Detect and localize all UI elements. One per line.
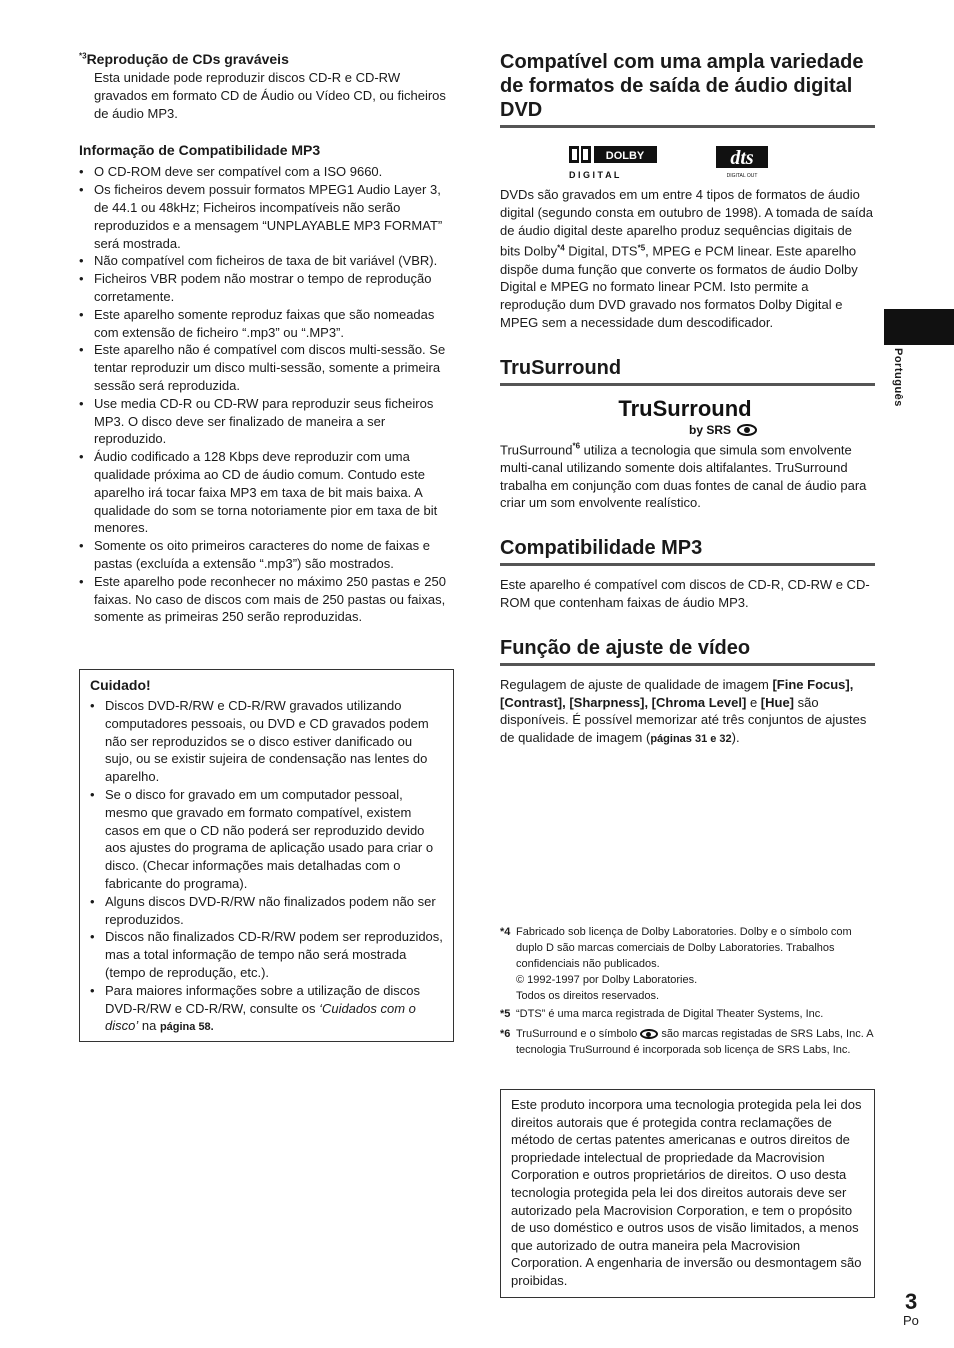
footnote-marker: *4 xyxy=(557,243,565,253)
trusurround-logo xyxy=(500,394,875,438)
caution-text: na xyxy=(138,1018,160,1034)
page-number: 3 xyxy=(905,1289,918,1314)
page-language-code: Po xyxy=(903,1313,919,1328)
page-reference: página 58. xyxy=(159,1021,214,1034)
caution-title: Cuidado! xyxy=(90,677,151,693)
language-label: Português xyxy=(892,348,904,407)
dvd-audio-heading: Compatível com uma ampla variedade de formatos de saída de áudio digital DVD xyxy=(500,50,875,128)
list-item: • Somente os oito primeiros caracteres do nome de faixas e pastas (excluída a extensão “.mp3”) são mostrados. xyxy=(79,537,453,573)
dvd-audio-text xyxy=(500,186,875,332)
list-item: • Este aparelho não é compatível com discos multi-sessão. Se tentar reproduzir um disco multi-sessão, somente a primeira sessão será reproduzida. xyxy=(79,341,453,394)
left-column xyxy=(79,50,453,626)
footnote-marker: *5 xyxy=(500,1008,511,1020)
list-item xyxy=(90,982,443,1037)
list-item: • Alguns discos DVD-R/RW não finalizados podem não ser reproduzidos. xyxy=(90,893,443,929)
footnote-marker: *6 xyxy=(572,441,581,451)
footnote-6 xyxy=(500,1026,875,1058)
dolby-text: DOLBY xyxy=(605,150,645,162)
dvd-text-part: DVDs são gravados em um entre 4 tipos de formatos de áudio digital (segundo consta em outubro de 1998). A tomada de saída de áudio digital deste aparelho produz sequências digitais de bits Dolby xyxy=(500,187,873,259)
list-item: • Discos DVD-R/RW e CD-R/RW gravados utilizando computadores pessoais, ou DVD e CD gravados podem não ser reproduzidos se o disco estiver danificado ou sujo, ou se existir sujeira de condensação nas lentes do aparelho. xyxy=(90,697,443,786)
note3-heading xyxy=(79,50,453,69)
setting-names: [Fine Focus], [Contrast], [Sharpness], [Chroma Level] xyxy=(500,676,854,710)
video-text-part: ). xyxy=(731,730,740,746)
video-text-part: e xyxy=(746,694,761,710)
footnote-text: “DTS” é uma marca registrada de Digital Theater Systems, Inc. xyxy=(516,1008,824,1020)
footnote-marker: *6 xyxy=(500,1028,511,1040)
right-column xyxy=(500,50,875,749)
video-adjust-text xyxy=(500,676,875,749)
language-tab xyxy=(884,309,954,345)
video-text-part: Regulagem de ajuste de qualidade de imagem xyxy=(500,676,773,692)
footnote-text-part: são marcas registadas de SRS Labs, Inc. A tecnologia TruSurround é incorporada sob licença de SRS Labs, Inc. xyxy=(516,1028,873,1056)
list-item: • Áudio codificado a 128 Kbps deve reproduzir com uma qualidade próxima ao CD de áudio comum. Contudo este aparelho irá tocar faixa MP3 em taxa de bit mais baixa. A qualidade do som se torna notoriamente pior em taxa de bit menores. xyxy=(79,448,453,537)
footnote-marker: *4 xyxy=(500,926,511,938)
list-item: • Este aparelho pode reconhecer no máximo 250 pastas e 250 faixas. No caso de discos com mais de 250 pastas ou faixas, somente as primeiras 250 serão reproduzidas. xyxy=(79,573,453,626)
dvd-text-part: , MPEG e PCM linear. Este aparelho dispõe duma função que converte os formatos de áudio Dolby Digital e MPEG no formato linear PCM. Isto permite a reprodução dum DVD gravado nos formatos Dolby Digital e MPEG sem a necessidade dum descodificador. xyxy=(500,243,858,330)
ts-text-part: utiliza a tecnologia que simula som envolvente multi-canal utilizando somente dois altifalantes. TruSurround trabalha em conjunção com duas fontes de canal de áudio para criar um som envolvente realístico. xyxy=(500,442,867,511)
dolby-digital-logo xyxy=(500,134,875,182)
trusurround-heading: TruSurround xyxy=(500,356,875,386)
srs-logo-text: by SRS xyxy=(688,422,732,437)
mp3-info-title: Informação de Compatibilidade MP3 xyxy=(79,142,321,159)
mp3-compat-text: Este aparelho é compatível com discos de CD-R, CD-RW e CD-ROM que contenham faixas de áudio MP3. xyxy=(500,577,870,611)
footnote-text-part: TruSurround e o símbolo xyxy=(516,1028,641,1040)
list-item: • Use media CD-R ou CD-RW para reproduzir seus ficheiros MP3. O disco deve ser finalizado de maneira a ser reproduzido. xyxy=(79,395,453,448)
mp3-info-list xyxy=(79,163,453,626)
footnote-text: Todos os direitos reservados. xyxy=(516,990,660,1002)
caution-list xyxy=(90,697,443,1037)
video-adjust-heading: Função de ajuste de vídeo xyxy=(500,636,875,666)
cross-reference: ‘Cuidados com o disco’ xyxy=(105,1000,416,1034)
dvd-text-part: Digital, DTS xyxy=(564,243,638,259)
audio-logos xyxy=(500,134,875,182)
dts-text: dts xyxy=(730,147,754,169)
list-item: • Ficheiros VBR podem não mostrar o tempo de reprodução corretamente. xyxy=(79,270,453,306)
footnotes xyxy=(500,924,875,1058)
list-item: • Os ficheiros devem possuir formatos MPEG1 Audio Layer 3, de 44.1 ou 48kHz; Ficheiros incompatíveis não serão reproduzidos e a mensagem “UNPLAYABLE MP3 FORMAT” será mostrada. xyxy=(79,181,453,252)
footnote-4 xyxy=(500,924,875,1004)
footnote-marker: *3 xyxy=(79,51,87,61)
trusurround-text xyxy=(500,438,875,513)
mp3-compat-heading: Compatibilidade MP3 xyxy=(500,536,875,566)
list-item: • Discos não finalizados CD-R/RW podem ser reproduzidos, mas a total informação de tempo não será mostrada (tempo de reprodução, etc.). xyxy=(90,928,443,981)
footnote-text xyxy=(516,1026,875,1058)
trusurround-logo-text: TruSurround xyxy=(618,395,752,421)
list-item: • Não compatível com ficheiros de taxa de bit variável (VBR). xyxy=(79,252,453,270)
macrovision-notice: Este produto incorpora uma tecnologia protegida pela lei dos direitos autorais que é protegida contra reclamações de método de certas patentes americanas e outros direitos de propriedade intelectual de propriedade da Macrovision Corporation e outros proprietários de direitos. O uso desta tecnologia protegida pela lei dos direitos autorais deve ser autorizado pela Macrovision Corporation, e tem o propósito de uso doméstico e outros usos de visão limitados, a menos que autorizado de outra maneira pela Macrovision Corporation. A engenharia de inversão ou desmontagem são proibidas. xyxy=(500,1089,875,1298)
page-reference: páginas 31 e 32 xyxy=(650,733,732,746)
list-item: • Se o disco for gravado em um computador pessoal, mesmo que gravado em formato compatível, existem casos em que o CD não poderá ser reproduzido devido aos ajustes do programa de aplicação usado para criar o disco. (Checar informações mais detalhadas com o fabricante do programa). xyxy=(90,786,443,893)
footnote-5 xyxy=(500,1006,875,1022)
trusurround-logo-graphic xyxy=(500,394,875,438)
video-text-part: são disponíveis. É possível memorizar até três conjuntos de ajustes de qualidade de imagem ( xyxy=(500,694,867,746)
footnote-marker: *5 xyxy=(637,243,646,253)
note3-text: Esta unidade pode reproduzir discos CD-R e CD-RW gravados em formato CD de Áudio ou Vídeo CD, ou ficheiros de áudio MP3. xyxy=(94,70,446,121)
footnote-text: Fabricado sob licença de Dolby Laboratories. Dolby e o símbolo com duplo D são marcas comerciais de Dolby Laboratories. Trabalhos confidenciais não publicados. xyxy=(516,926,852,970)
list-item: • Este aparelho somente reproduz faixas que são nomeadas com extensão de ficheiro “.mp3” ou “.MP3”. xyxy=(79,306,453,342)
footnote-text: © 1992-1997 por Dolby Laboratories. xyxy=(516,974,698,986)
srs-symbol-icon xyxy=(640,1029,658,1039)
caution-text: Para maiores informações sobre a utilização de discos DVD-R/RW e CD-R/RW, consulte os xyxy=(105,982,421,1016)
dolby-digital-text: D I G I T A L xyxy=(569,170,620,180)
list-item: • O CD-ROM deve ser compatível com a ISO 9660. xyxy=(79,163,453,181)
ts-text-part: TruSurround xyxy=(500,442,573,458)
dts-subtext: DIGITAL OUT xyxy=(726,173,758,179)
note3-title: Reprodução de CDs graváveis xyxy=(86,51,289,67)
setting-names: [Hue] xyxy=(760,694,795,710)
caution-box xyxy=(79,669,454,1042)
